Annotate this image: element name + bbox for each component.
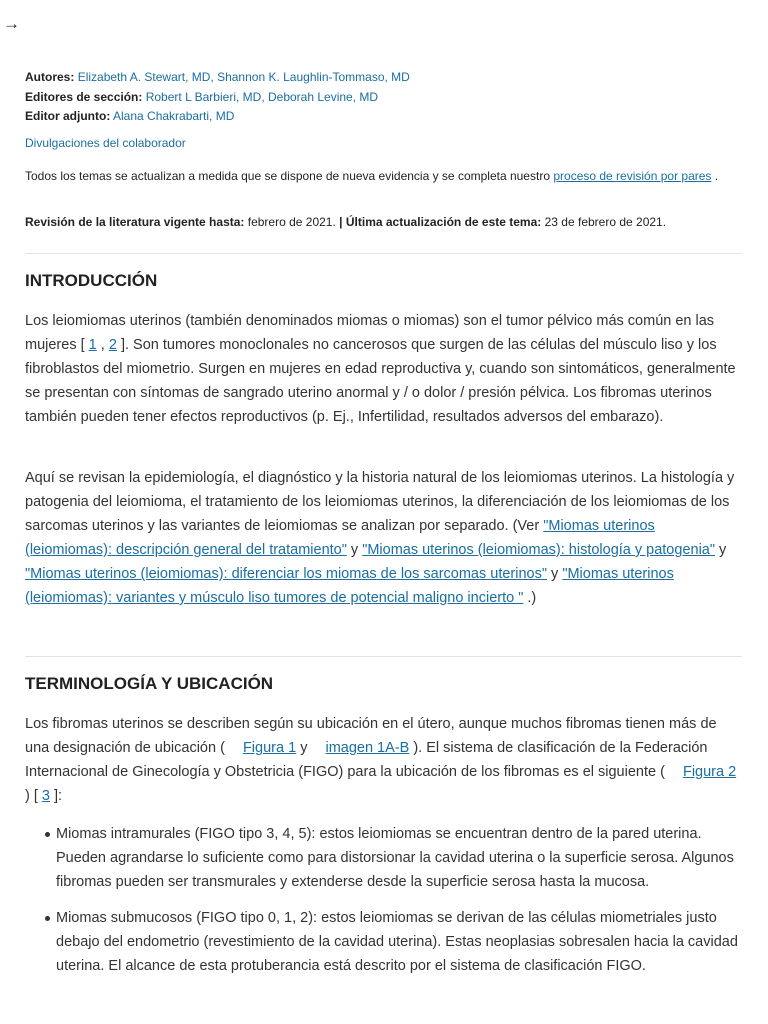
- deputy-editor-label: Editor adjunto:: [25, 109, 111, 123]
- reference-comma: ,: [100, 337, 105, 353]
- reference-2-link[interactable]: 2: [108, 337, 117, 353]
- terminology-paragraph: [25, 712, 743, 808]
- sarcoma-differentiation-link[interactable]: "Miomas uterinos (leiomiomas): diferenciar los miomas de los sarcomas uterinos": [25, 566, 547, 582]
- terminology-text-mid: ). El sistema de clasificación de la Federación Internacional de Ginecología y Obstetricia (FIGO) para la ubicación de los fibromas es el siguiente (: [25, 740, 708, 780]
- authors-label: Autores:: [25, 70, 75, 84]
- intro-p1-text-end: ]. Son tumores monoclonales no cancerosos que surgen de las células del músculo liso y los fibroblastos del miometrio. Surgen en mujeres en edad reproductiva y, cuando son sintomáticos, generalmente se presentan con síntomas de sangrado uterino anormal y / o dolor / presión pélvica. Los fibromas uterinos también pueden tener efectos reproductivos (p. Ej., Infertilidad, resultados adversos del embarazo).: [25, 337, 736, 425]
- intro-p2-text: Aquí se revisan la epidemiología, el diagnóstico y la historia natural de los leiomiomas uterinos. La histología y patogenia del leiomioma, el tratamiento de los leiomiomas uterinos, la diferenciación de los leiomiomas de los sarcomas uterinos y las variantes de leiomiomas se analizan por separado. (Ver: [25, 470, 735, 534]
- conjunction: y: [719, 542, 727, 558]
- authors-line: [25, 69, 410, 85]
- intro-paragraph-1: [25, 309, 743, 429]
- review-label: Revisión de la literatura vigente hasta:: [25, 215, 245, 229]
- disclosures-link[interactable]: Divulgaciones del colaborador: [25, 136, 186, 150]
- reference-3-link[interactable]: 3: [41, 788, 50, 804]
- list-item: Miomas intramurales (FIGO tipo 3, 4, 5): estos leiomiomas se encuentran dentro de la pared uterina. Pueden agrandarse lo suficiente como para distorsionar la cavidad uterina o la superficie serosa. Algunos fibromas pueden ser transmurales y extenderse desde la superficie serosa hasta la mucosa.: [25, 822, 743, 894]
- update-text: Todos los temas se actualizan a medida que se dispone de nueva evidencia y se completa nuestro: [25, 169, 550, 183]
- update-end: .: [714, 169, 719, 183]
- conjunction: y: [350, 542, 359, 558]
- image-1ab-link[interactable]: imagen 1A-B: [325, 740, 410, 756]
- deputy-editor-link[interactable]: Alana Chakrabarti, MD: [113, 109, 235, 123]
- disclosures-line: [25, 135, 186, 151]
- figure-1-link[interactable]: Figura 1: [242, 740, 297, 756]
- back-arrow-icon[interactable]: →: [3, 14, 20, 33]
- section-editors-label: Editores de sección:: [25, 90, 143, 104]
- figure-2-link[interactable]: Figura 2: [682, 764, 737, 780]
- intro-paragraph-2: [25, 466, 743, 610]
- terminology-text: Los fibromas uterinos se describen según su ubicación en el útero, aunque muchos fibromas tienen más de una designación de ubicación (: [25, 716, 717, 756]
- section-editors-line: [25, 89, 378, 105]
- authors-link[interactable]: Elizabeth A. Stewart, MD, Shannon K. Laughlin-Tommaso, MD: [77, 70, 410, 84]
- fibroid-types-list: [25, 822, 743, 978]
- update-notice: [25, 166, 740, 186]
- intro-p2-end: .): [527, 590, 537, 606]
- intro-heading: INTRODUCCIÓN: [25, 271, 158, 290]
- conjunction: y: [300, 740, 308, 756]
- treatment-overview-link[interactable]: "Miomas uterinos (leiomiomas): descripción general del tratamiento": [25, 518, 655, 558]
- terminology-text-end: ]:: [54, 788, 63, 804]
- terminology-heading: TERMINOLOGÍA Y UBICACIÓN: [25, 674, 274, 693]
- histology-link[interactable]: "Miomas uterinos (leiomiomas): histología y patogenia": [362, 542, 716, 558]
- divider: [25, 253, 742, 254]
- reference-1-link[interactable]: 1: [88, 337, 97, 353]
- updated-label: Última actualización de este tema:: [345, 215, 542, 229]
- intro-p1-text: Los leiomiomas uterinos (también denominados miomas o miomas) son el tumor pélvico más común en las mujeres [: [25, 313, 715, 353]
- divider: [25, 656, 742, 657]
- section-editors-link[interactable]: Robert L Barbieri, MD, Deborah Levine, MD: [145, 90, 379, 104]
- variants-link[interactable]: "Miomas uterinos (leiomiomas): variantes y músculo liso tumores de potencial maligno incierto ": [25, 566, 674, 606]
- deputy-editor-line: [25, 108, 234, 124]
- peer-review-link[interactable]: proceso de revisión por pares: [553, 169, 712, 183]
- review-dates: [25, 214, 666, 230]
- review-value: febrero de 2021.: [247, 215, 336, 229]
- terminology-text-ref: ) [: [25, 788, 38, 804]
- updated-value: 23 de febrero de 2021.: [544, 215, 667, 229]
- conjunction: y: [551, 566, 559, 582]
- list-item: Miomas submucosos (FIGO tipo 0, 1, 2): estos leiomiomas se derivan de las células miometriales justo debajo del endometrio (revestimiento de la cavidad uterina). Estas neoplasias sobresalen hacia la cavidad uterina. El alcance de esta protuberancia está descrito por el sistema de clasificación FIGO.: [25, 906, 743, 978]
- date-separator: |: [339, 215, 343, 229]
